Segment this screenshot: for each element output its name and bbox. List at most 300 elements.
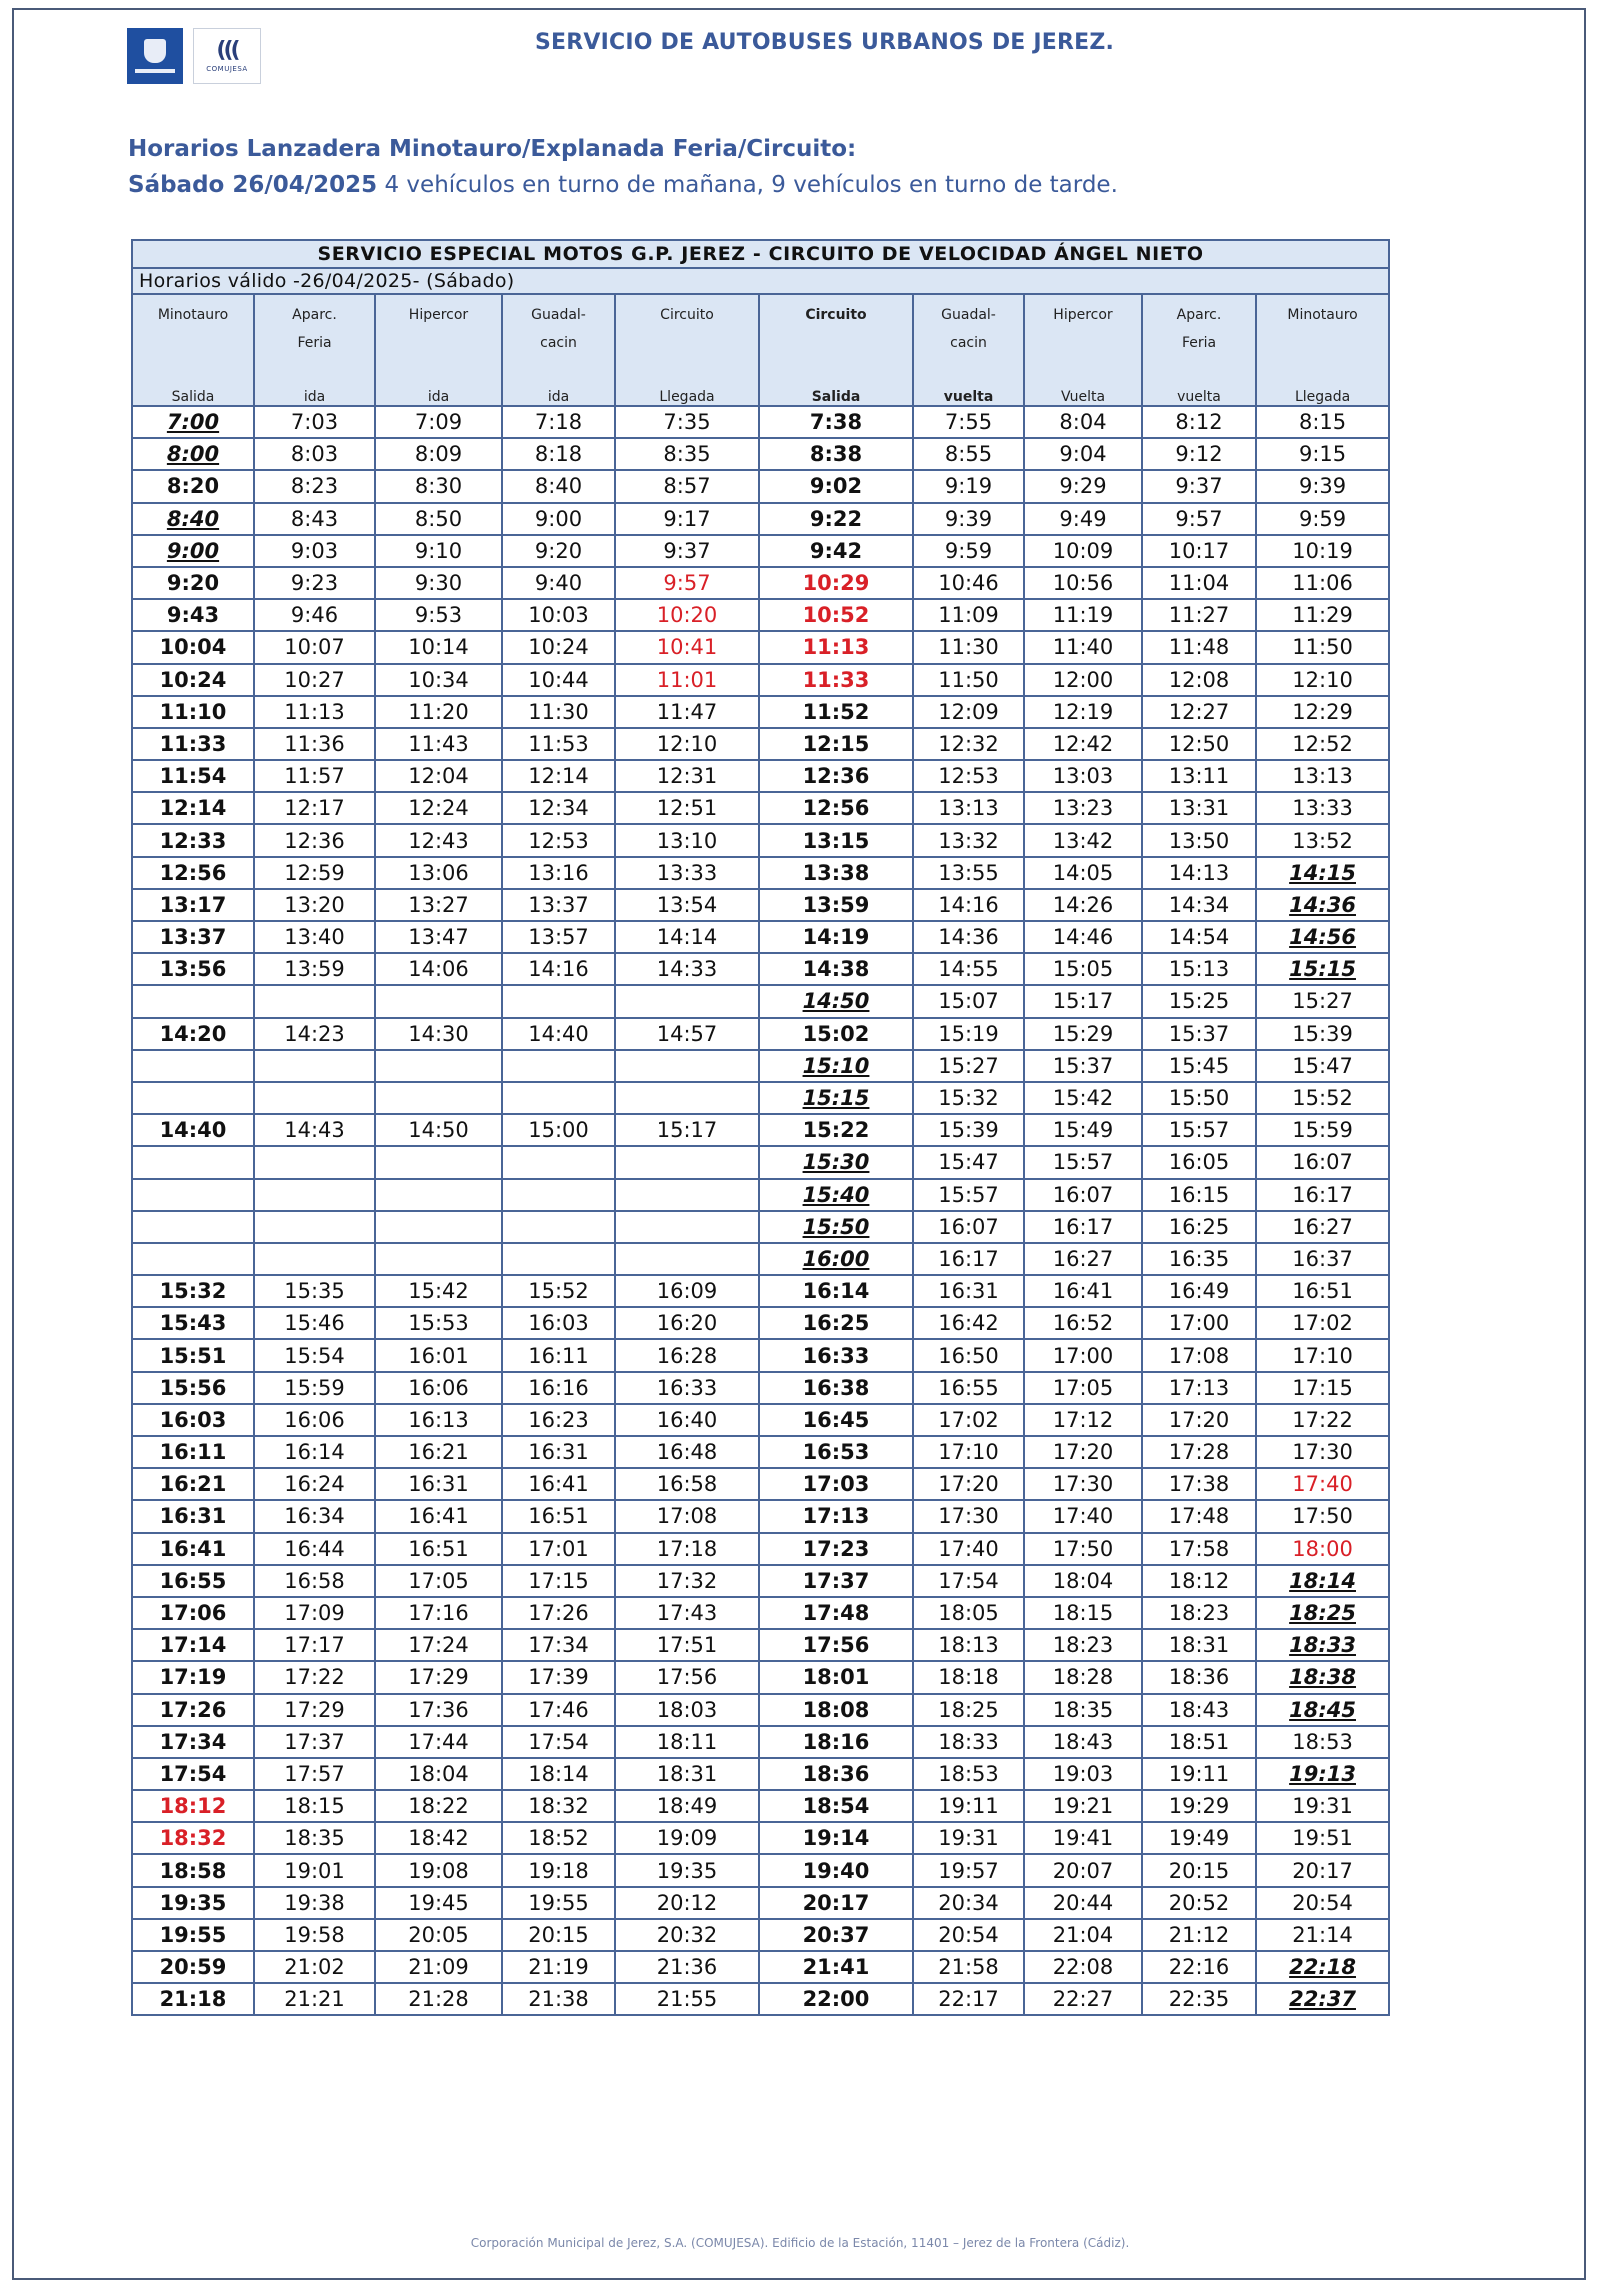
time-cell xyxy=(1256,1951,1389,1983)
time-cell xyxy=(502,1951,615,1983)
time-value: 11:10 xyxy=(159,699,227,724)
column-header xyxy=(759,294,913,406)
footer: Corporación Municipal de Jerez, S.A. (COMUJESA). Edificio de la Estación, 11401 – Jerez de la Frontera (Cádiz). xyxy=(470,2236,1130,2250)
time-value: 15:47 xyxy=(1292,1053,1353,1078)
time-cell xyxy=(502,1436,615,1468)
time-cell xyxy=(375,1339,502,1371)
time-cell xyxy=(254,1983,375,2015)
time-cell xyxy=(132,1082,254,1114)
time-value: 9:04 xyxy=(1059,442,1107,467)
time-value: 15:22 xyxy=(802,1118,870,1143)
time-cell xyxy=(132,1565,254,1597)
table-row xyxy=(132,1629,1389,1661)
time-value: 20:59 xyxy=(159,1955,227,1980)
time-value: 10:14 xyxy=(408,635,469,660)
time-cell xyxy=(132,1436,254,1468)
time-value: 21:55 xyxy=(656,1987,718,2012)
time-cell xyxy=(615,406,759,438)
time-value: 17:10 xyxy=(938,1440,999,1465)
time-cell xyxy=(375,1919,502,1951)
time-cell xyxy=(615,1339,759,1371)
time-value: 17:54 xyxy=(938,1568,999,1593)
time-cell xyxy=(913,1372,1024,1404)
time-value: 18:35 xyxy=(1052,1697,1114,1722)
time-value: 16:53 xyxy=(802,1440,870,1465)
time-cell xyxy=(254,1243,375,1275)
time-cell xyxy=(759,1951,913,1983)
time-value: 18:14 xyxy=(528,1761,589,1786)
time-value: 17:38 xyxy=(1168,1472,1230,1497)
time-value: 9:20 xyxy=(166,571,220,596)
time-cell xyxy=(1142,599,1256,631)
time-cell xyxy=(1142,470,1256,502)
time-value: 17:20 xyxy=(938,1472,999,1497)
time-cell xyxy=(1024,953,1142,985)
table-row xyxy=(132,1339,1389,1371)
time-value: 13:42 xyxy=(1052,828,1114,853)
time-cell xyxy=(254,728,375,760)
time-value: 16:35 xyxy=(1168,1246,1230,1271)
table-row xyxy=(132,1436,1389,1468)
time-value: 14:23 xyxy=(284,1021,345,1046)
time-value: 9:46 xyxy=(290,603,339,628)
time-value: 13:11 xyxy=(1168,764,1230,789)
time-value: 17:24 xyxy=(408,1633,469,1658)
time-cell xyxy=(615,1983,759,2015)
time-cell xyxy=(502,1146,615,1178)
time-value: 16:41 xyxy=(528,1472,589,1497)
time-cell xyxy=(1142,824,1256,856)
time-cell xyxy=(1024,1243,1142,1275)
time-cell xyxy=(375,953,502,985)
time-cell xyxy=(375,1629,502,1661)
column-header-bottom: Llegada xyxy=(659,389,715,405)
time-value: 15:50 xyxy=(802,1214,870,1239)
time-cell xyxy=(1256,1726,1389,1758)
time-value: 17:51 xyxy=(656,1633,718,1658)
time-value: 22:37 xyxy=(1289,1987,1356,2012)
time-cell xyxy=(254,1372,375,1404)
time-cell xyxy=(615,438,759,470)
time-cell xyxy=(615,1436,759,1468)
time-cell xyxy=(759,1983,913,2015)
time-cell xyxy=(254,470,375,502)
time-cell xyxy=(1256,1983,1389,2015)
time-value: 20:12 xyxy=(656,1890,718,1915)
time-cell xyxy=(375,1114,502,1146)
time-cell xyxy=(615,1597,759,1629)
time-value: 16:06 xyxy=(408,1375,469,1400)
time-cell xyxy=(759,728,913,760)
time-cell xyxy=(132,1758,254,1790)
time-value: 19:57 xyxy=(938,1858,999,1883)
time-cell xyxy=(375,1726,502,1758)
time-value: 8:09 xyxy=(414,442,463,467)
time-value: 17:30 xyxy=(1052,1472,1114,1497)
time-value: 9:15 xyxy=(1298,442,1347,467)
time-cell xyxy=(913,953,1024,985)
time-value: 8:00 xyxy=(166,442,220,467)
time-cell xyxy=(1142,1179,1256,1211)
time-cell xyxy=(1142,631,1256,663)
time-cell xyxy=(1256,1790,1389,1822)
time-cell xyxy=(1024,1951,1142,1983)
time-value: 16:25 xyxy=(802,1311,870,1336)
time-value: 18:00 xyxy=(1292,1536,1353,1561)
time-value: 12:52 xyxy=(1292,731,1353,756)
time-value: 18:01 xyxy=(802,1665,870,1690)
time-cell xyxy=(759,1533,913,1565)
time-value: 14:54 xyxy=(1168,925,1230,950)
time-cell xyxy=(254,1533,375,1565)
time-cell xyxy=(1024,631,1142,663)
time-cell xyxy=(502,1372,615,1404)
time-cell xyxy=(502,1661,615,1693)
time-value: 21:02 xyxy=(284,1955,345,1980)
time-cell xyxy=(254,631,375,663)
time-cell xyxy=(132,1726,254,1758)
time-value: 15:49 xyxy=(1052,1118,1114,1143)
time-value: 18:36 xyxy=(802,1761,870,1786)
time-cell xyxy=(759,1436,913,1468)
time-value: 16:03 xyxy=(159,1407,227,1432)
time-cell xyxy=(502,1082,615,1114)
table-row xyxy=(132,1468,1389,1500)
time-cell xyxy=(502,631,615,663)
time-cell xyxy=(502,953,615,985)
table-validity: Horarios válido -26/04/2025- (Sábado) xyxy=(132,268,1389,294)
time-cell xyxy=(1256,1275,1389,1307)
time-value: 15:46 xyxy=(284,1311,345,1336)
time-value: 20:05 xyxy=(408,1922,469,1947)
time-value: 16:41 xyxy=(159,1536,227,1561)
time-value: 17:10 xyxy=(1292,1343,1353,1368)
time-value: 17:46 xyxy=(528,1697,589,1722)
time-cell xyxy=(759,1114,913,1146)
table-row xyxy=(132,599,1389,631)
time-value: 11:47 xyxy=(656,699,718,724)
table-row xyxy=(132,1018,1389,1050)
time-value: 12:34 xyxy=(528,796,589,821)
time-cell xyxy=(254,1629,375,1661)
time-value: 12:19 xyxy=(1052,699,1114,724)
time-cell xyxy=(254,1114,375,1146)
time-value: 18:35 xyxy=(284,1826,345,1851)
time-cell xyxy=(375,1822,502,1854)
time-cell xyxy=(375,696,502,728)
time-value: 16:17 xyxy=(1292,1182,1353,1207)
time-cell xyxy=(1256,406,1389,438)
time-value: 15:29 xyxy=(1052,1021,1114,1046)
time-value: 18:58 xyxy=(159,1858,227,1883)
time-cell xyxy=(1256,1597,1389,1629)
time-value: 17:57 xyxy=(284,1761,345,1786)
time-cell xyxy=(502,1533,615,1565)
time-cell xyxy=(132,1533,254,1565)
time-cell xyxy=(913,1243,1024,1275)
time-cell xyxy=(502,406,615,438)
time-cell xyxy=(1024,889,1142,921)
time-cell xyxy=(759,1275,913,1307)
time-value: 14:33 xyxy=(656,957,718,982)
time-cell xyxy=(913,535,1024,567)
time-value: 15:50 xyxy=(1168,1086,1230,1111)
time-value: 17:37 xyxy=(802,1568,870,1593)
column-header-line1: Hipercor xyxy=(408,307,469,323)
time-value: 11:06 xyxy=(1292,571,1353,596)
time-cell xyxy=(254,1758,375,1790)
column-header-line2: Feria xyxy=(297,335,332,351)
time-cell xyxy=(615,1082,759,1114)
time-cell xyxy=(759,985,913,1017)
time-cell xyxy=(132,1050,254,1082)
time-cell xyxy=(615,1243,759,1275)
subtitle-line-1: Horarios Lanzadera Minotauro/Explanada Feria/Circuito: xyxy=(128,136,857,162)
time-cell xyxy=(1024,1114,1142,1146)
time-value: 14:57 xyxy=(656,1021,718,1046)
time-cell xyxy=(1024,664,1142,696)
time-value: 16:41 xyxy=(1052,1279,1114,1304)
time-value: 15:42 xyxy=(408,1279,469,1304)
time-cell xyxy=(1142,1050,1256,1082)
time-cell xyxy=(1256,1533,1389,1565)
time-value: 21:09 xyxy=(408,1955,469,1980)
time-cell xyxy=(132,1018,254,1050)
time-value: 14:40 xyxy=(528,1021,589,1046)
time-cell xyxy=(1024,1629,1142,1661)
time-value: 12:56 xyxy=(802,796,870,821)
comujesa-logo-text: COMUJESA xyxy=(206,64,248,73)
column-header-bottom: Salida xyxy=(171,389,215,405)
time-cell xyxy=(1142,1822,1256,1854)
time-cell xyxy=(913,1597,1024,1629)
time-cell xyxy=(615,1854,759,1886)
time-cell xyxy=(759,470,913,502)
time-value: 17:36 xyxy=(408,1697,469,1722)
time-cell xyxy=(502,1404,615,1436)
time-value: 13:03 xyxy=(1052,764,1114,789)
time-value: 17:29 xyxy=(408,1665,469,1690)
time-cell xyxy=(132,824,254,856)
time-value: 12:31 xyxy=(656,764,718,789)
time-cell xyxy=(502,1887,615,1919)
time-value: 12:43 xyxy=(408,828,469,853)
time-cell xyxy=(375,1243,502,1275)
time-cell xyxy=(913,1983,1024,2015)
time-cell xyxy=(375,406,502,438)
time-cell xyxy=(1142,1887,1256,1919)
time-value: 7:38 xyxy=(809,410,863,435)
time-value: 17:02 xyxy=(938,1407,999,1432)
time-cell xyxy=(615,921,759,953)
time-cell xyxy=(502,1307,615,1339)
time-value: 8:04 xyxy=(1059,410,1107,435)
time-cell xyxy=(759,760,913,792)
time-cell xyxy=(759,599,913,631)
time-value: 12:36 xyxy=(284,828,345,853)
time-cell xyxy=(254,664,375,696)
time-value: 17:29 xyxy=(284,1697,345,1722)
time-value: 11:54 xyxy=(159,764,227,789)
time-cell xyxy=(132,470,254,502)
time-cell xyxy=(759,438,913,470)
time-cell xyxy=(1256,664,1389,696)
time-value: 18:23 xyxy=(1052,1633,1114,1658)
time-cell xyxy=(132,1243,254,1275)
time-cell xyxy=(1142,664,1256,696)
time-cell xyxy=(1256,1436,1389,1468)
time-value: 14:13 xyxy=(1168,860,1230,885)
time-value: 13:17 xyxy=(159,892,227,917)
time-value: 15:30 xyxy=(802,1150,870,1175)
time-cell xyxy=(132,889,254,921)
time-value: 16:21 xyxy=(408,1440,469,1465)
time-value: 8:40 xyxy=(534,474,583,499)
subtitle-line-2 xyxy=(128,172,1118,198)
time-cell xyxy=(254,1082,375,1114)
table-row xyxy=(132,1790,1389,1822)
time-cell xyxy=(375,631,502,663)
time-value: 13:15 xyxy=(802,828,870,853)
time-value: 14:46 xyxy=(1052,925,1114,950)
time-value: 15:59 xyxy=(1292,1118,1353,1143)
time-cell xyxy=(1142,1404,1256,1436)
time-value: 14:36 xyxy=(938,925,999,950)
time-cell xyxy=(913,470,1024,502)
time-value: 16:45 xyxy=(802,1407,870,1432)
time-value: 9:43 xyxy=(166,603,220,628)
time-value: 17:37 xyxy=(284,1729,345,1754)
time-value: 12:10 xyxy=(656,731,718,756)
time-cell xyxy=(759,631,913,663)
time-value: 13:27 xyxy=(408,892,469,917)
time-cell xyxy=(615,664,759,696)
time-value: 10:34 xyxy=(408,667,469,692)
table-row xyxy=(132,1758,1389,1790)
time-value: 16:07 xyxy=(1292,1150,1353,1175)
time-cell xyxy=(502,824,615,856)
time-value: 18:08 xyxy=(802,1697,870,1722)
time-cell xyxy=(913,1629,1024,1661)
column-header-bottom: ida xyxy=(547,389,570,405)
time-cell xyxy=(132,664,254,696)
table-row xyxy=(132,1050,1389,1082)
column-header-bottom: Llegada xyxy=(1294,389,1351,405)
time-value: 18:25 xyxy=(938,1697,999,1722)
time-value: 11:27 xyxy=(1168,603,1230,628)
time-value: 14:56 xyxy=(1289,925,1356,950)
time-value: 15:57 xyxy=(938,1182,999,1207)
time-value: 13:33 xyxy=(1292,796,1353,821)
time-value: 9:57 xyxy=(663,571,711,596)
time-value: 15:25 xyxy=(1168,989,1230,1014)
time-value: 18:23 xyxy=(1168,1601,1230,1626)
time-value: 12:29 xyxy=(1292,699,1353,724)
time-cell xyxy=(913,1726,1024,1758)
time-cell xyxy=(913,1919,1024,1951)
time-value: 17:08 xyxy=(656,1504,718,1529)
table-row xyxy=(132,1597,1389,1629)
time-value: 10:03 xyxy=(528,603,589,628)
time-value: 11:13 xyxy=(284,699,345,724)
time-cell xyxy=(132,1854,254,1886)
table-row xyxy=(132,1404,1389,1436)
time-value: 10:24 xyxy=(528,635,589,660)
table-row xyxy=(132,664,1389,696)
table-row xyxy=(132,470,1389,502)
time-value: 13:38 xyxy=(802,860,870,885)
time-cell xyxy=(913,1018,1024,1050)
time-cell xyxy=(913,857,1024,889)
time-value: 18:32 xyxy=(528,1794,589,1819)
time-cell xyxy=(1256,696,1389,728)
time-cell xyxy=(375,535,502,567)
time-value: 8:18 xyxy=(534,442,583,467)
time-value: 12:36 xyxy=(802,764,870,789)
time-value: 16:41 xyxy=(408,1504,469,1529)
time-value: 8:15 xyxy=(1298,410,1347,435)
time-value: 15:02 xyxy=(802,1021,870,1046)
time-value: 7:18 xyxy=(534,410,583,435)
time-value: 12:08 xyxy=(1168,667,1230,692)
table-row xyxy=(132,1726,1389,1758)
time-cell xyxy=(759,1243,913,1275)
time-value: 14:50 xyxy=(802,989,870,1014)
time-cell xyxy=(132,1887,254,1919)
time-cell xyxy=(615,1018,759,1050)
time-value: 16:51 xyxy=(408,1536,469,1561)
time-cell xyxy=(132,599,254,631)
time-value: 13:23 xyxy=(1052,796,1114,821)
time-value: 15:05 xyxy=(1052,957,1114,982)
time-value: 19:35 xyxy=(656,1858,718,1883)
time-cell xyxy=(1142,857,1256,889)
time-value: 19:41 xyxy=(1052,1826,1114,1851)
time-cell xyxy=(1142,696,1256,728)
time-value: 16:25 xyxy=(1168,1214,1230,1239)
table-row xyxy=(132,985,1389,1017)
time-value: 21:58 xyxy=(938,1955,999,1980)
column-header xyxy=(132,294,254,406)
time-cell xyxy=(502,857,615,889)
time-value: 10:17 xyxy=(1168,538,1230,563)
time-value: 8:55 xyxy=(944,442,993,467)
time-cell xyxy=(1024,1146,1142,1178)
time-cell xyxy=(1256,1629,1389,1661)
time-cell xyxy=(375,792,502,824)
time-cell xyxy=(132,1500,254,1532)
time-cell xyxy=(1142,728,1256,760)
time-cell xyxy=(913,599,1024,631)
time-cell xyxy=(502,1597,615,1629)
time-cell xyxy=(1142,1339,1256,1371)
time-cell xyxy=(913,1307,1024,1339)
time-value: 7:35 xyxy=(663,410,711,435)
time-value: 17:22 xyxy=(284,1665,345,1690)
time-value: 9:22 xyxy=(809,506,863,531)
time-cell xyxy=(502,1919,615,1951)
time-cell xyxy=(615,1533,759,1565)
time-cell xyxy=(132,1404,254,1436)
time-value: 17:30 xyxy=(1292,1440,1353,1465)
time-value: 13:37 xyxy=(528,892,589,917)
table-row xyxy=(132,1275,1389,1307)
time-value: 14:14 xyxy=(656,925,718,950)
time-value: 18:16 xyxy=(802,1729,870,1754)
time-value: 18:28 xyxy=(1052,1665,1114,1690)
time-value: 9:20 xyxy=(534,538,583,563)
time-cell xyxy=(1256,1372,1389,1404)
